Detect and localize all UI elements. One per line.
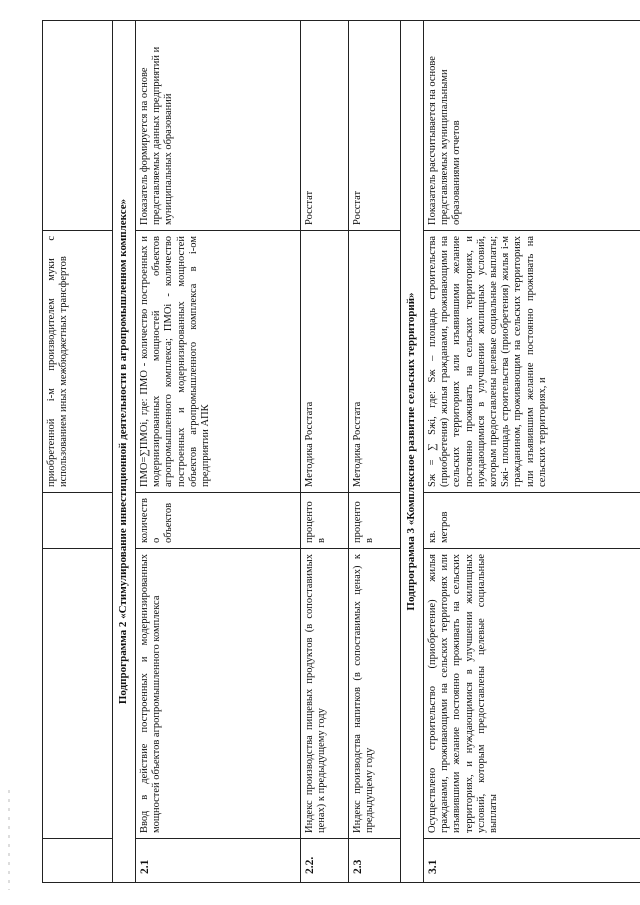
unit-cell: количество объектов xyxy=(136,493,301,549)
subprogram-header-row xyxy=(113,21,136,883)
scan-edge-marks xyxy=(6,790,16,890)
subprogram-header-row xyxy=(401,21,424,883)
unit-cell xyxy=(43,493,113,549)
source-cell xyxy=(43,21,113,231)
method-cell: приобретенной i-м производителем муки с использованием иных межбюджетных трансфертов xyxy=(43,231,113,493)
table-row xyxy=(424,21,640,883)
row-number: 2.1 xyxy=(136,839,301,883)
indicator-cell xyxy=(43,549,113,839)
table-row xyxy=(349,21,401,883)
row-number xyxy=(43,839,113,883)
source-cell: Росстат xyxy=(349,21,401,231)
indicator-cell: Индекс производства пищевых продуктов (в сопоставимых ценах) к предыдущему году xyxy=(301,549,349,839)
table-row xyxy=(43,21,113,883)
method-cell: Sж = ∑ Sжi, где: Sж – площадь строительства (приобретения) жилья гражданами, проживающими на сельских территориях или изъявившими желание постоянно проживать на сельских территориях, и нуждающимися в улучшении жилищных условий, которым предоставлены целевые социальные выплаты; Sжi- площадь строительства (приобретения) жилья i-м гражданином, проживающим на сельских территориях или изъявившим желание постоянно проживать на сельских территориях, и xyxy=(424,231,640,493)
indicator-cell: Индекс производства напитков (в сопоставимых ценах) к предыдущему году xyxy=(349,549,401,839)
method-cell: Методика Росстата xyxy=(301,231,349,493)
unit-cell: процентов xyxy=(301,493,349,549)
indicator-cell: Осуществлено строительство (приобретение) жилья гражданами, проживающими на сельских территориях или изъявившими желание постоянно проживать на сельских территориях, и нуждающимися в улучшении жилищных условий, которым предоставлены целевые социальные выплаты xyxy=(424,549,640,839)
row-number: 3.1 xyxy=(424,839,640,883)
row-number: 2.2. xyxy=(301,839,349,883)
source-cell: Показатель рассчитывается на основе представляемых муниципальными образованиями отчетов xyxy=(424,21,640,231)
unit-cell: процентов xyxy=(349,493,401,549)
unit-cell: кв. метров xyxy=(424,493,640,549)
method-cell: ПМО=∑ПМОi, где: ПМО - количество построенных и модернизированных мощностей объектов агропромышленного комплекса; ПМОi - количество построенных и модернизированных мощностей объектов агропромышленного комплекса в i-ом предприятии АПК xyxy=(136,231,301,493)
subprogram-2-title: Подпрограмма 2 «Стимулирование инвестиционной деятельности в агропромышленном комплексе» xyxy=(113,21,136,883)
source-cell: Показатель формируется на основе представляемых данных предприятий и муниципальных образований xyxy=(136,21,301,231)
method-cell: Методика Росстата xyxy=(349,231,401,493)
table-row xyxy=(136,21,301,883)
source-cell: Росстат xyxy=(301,21,349,231)
indicators-table xyxy=(42,20,640,883)
row-number: 2.3 xyxy=(349,839,401,883)
table-row xyxy=(301,21,349,883)
subprogram-3-title: Подпрограмма 3 «Комплексное развитие сельских территорий» xyxy=(401,21,424,883)
indicator-cell: Ввод в действие построенных и модернизированных мощностей объектов агропромышленного комплекса xyxy=(136,549,301,839)
